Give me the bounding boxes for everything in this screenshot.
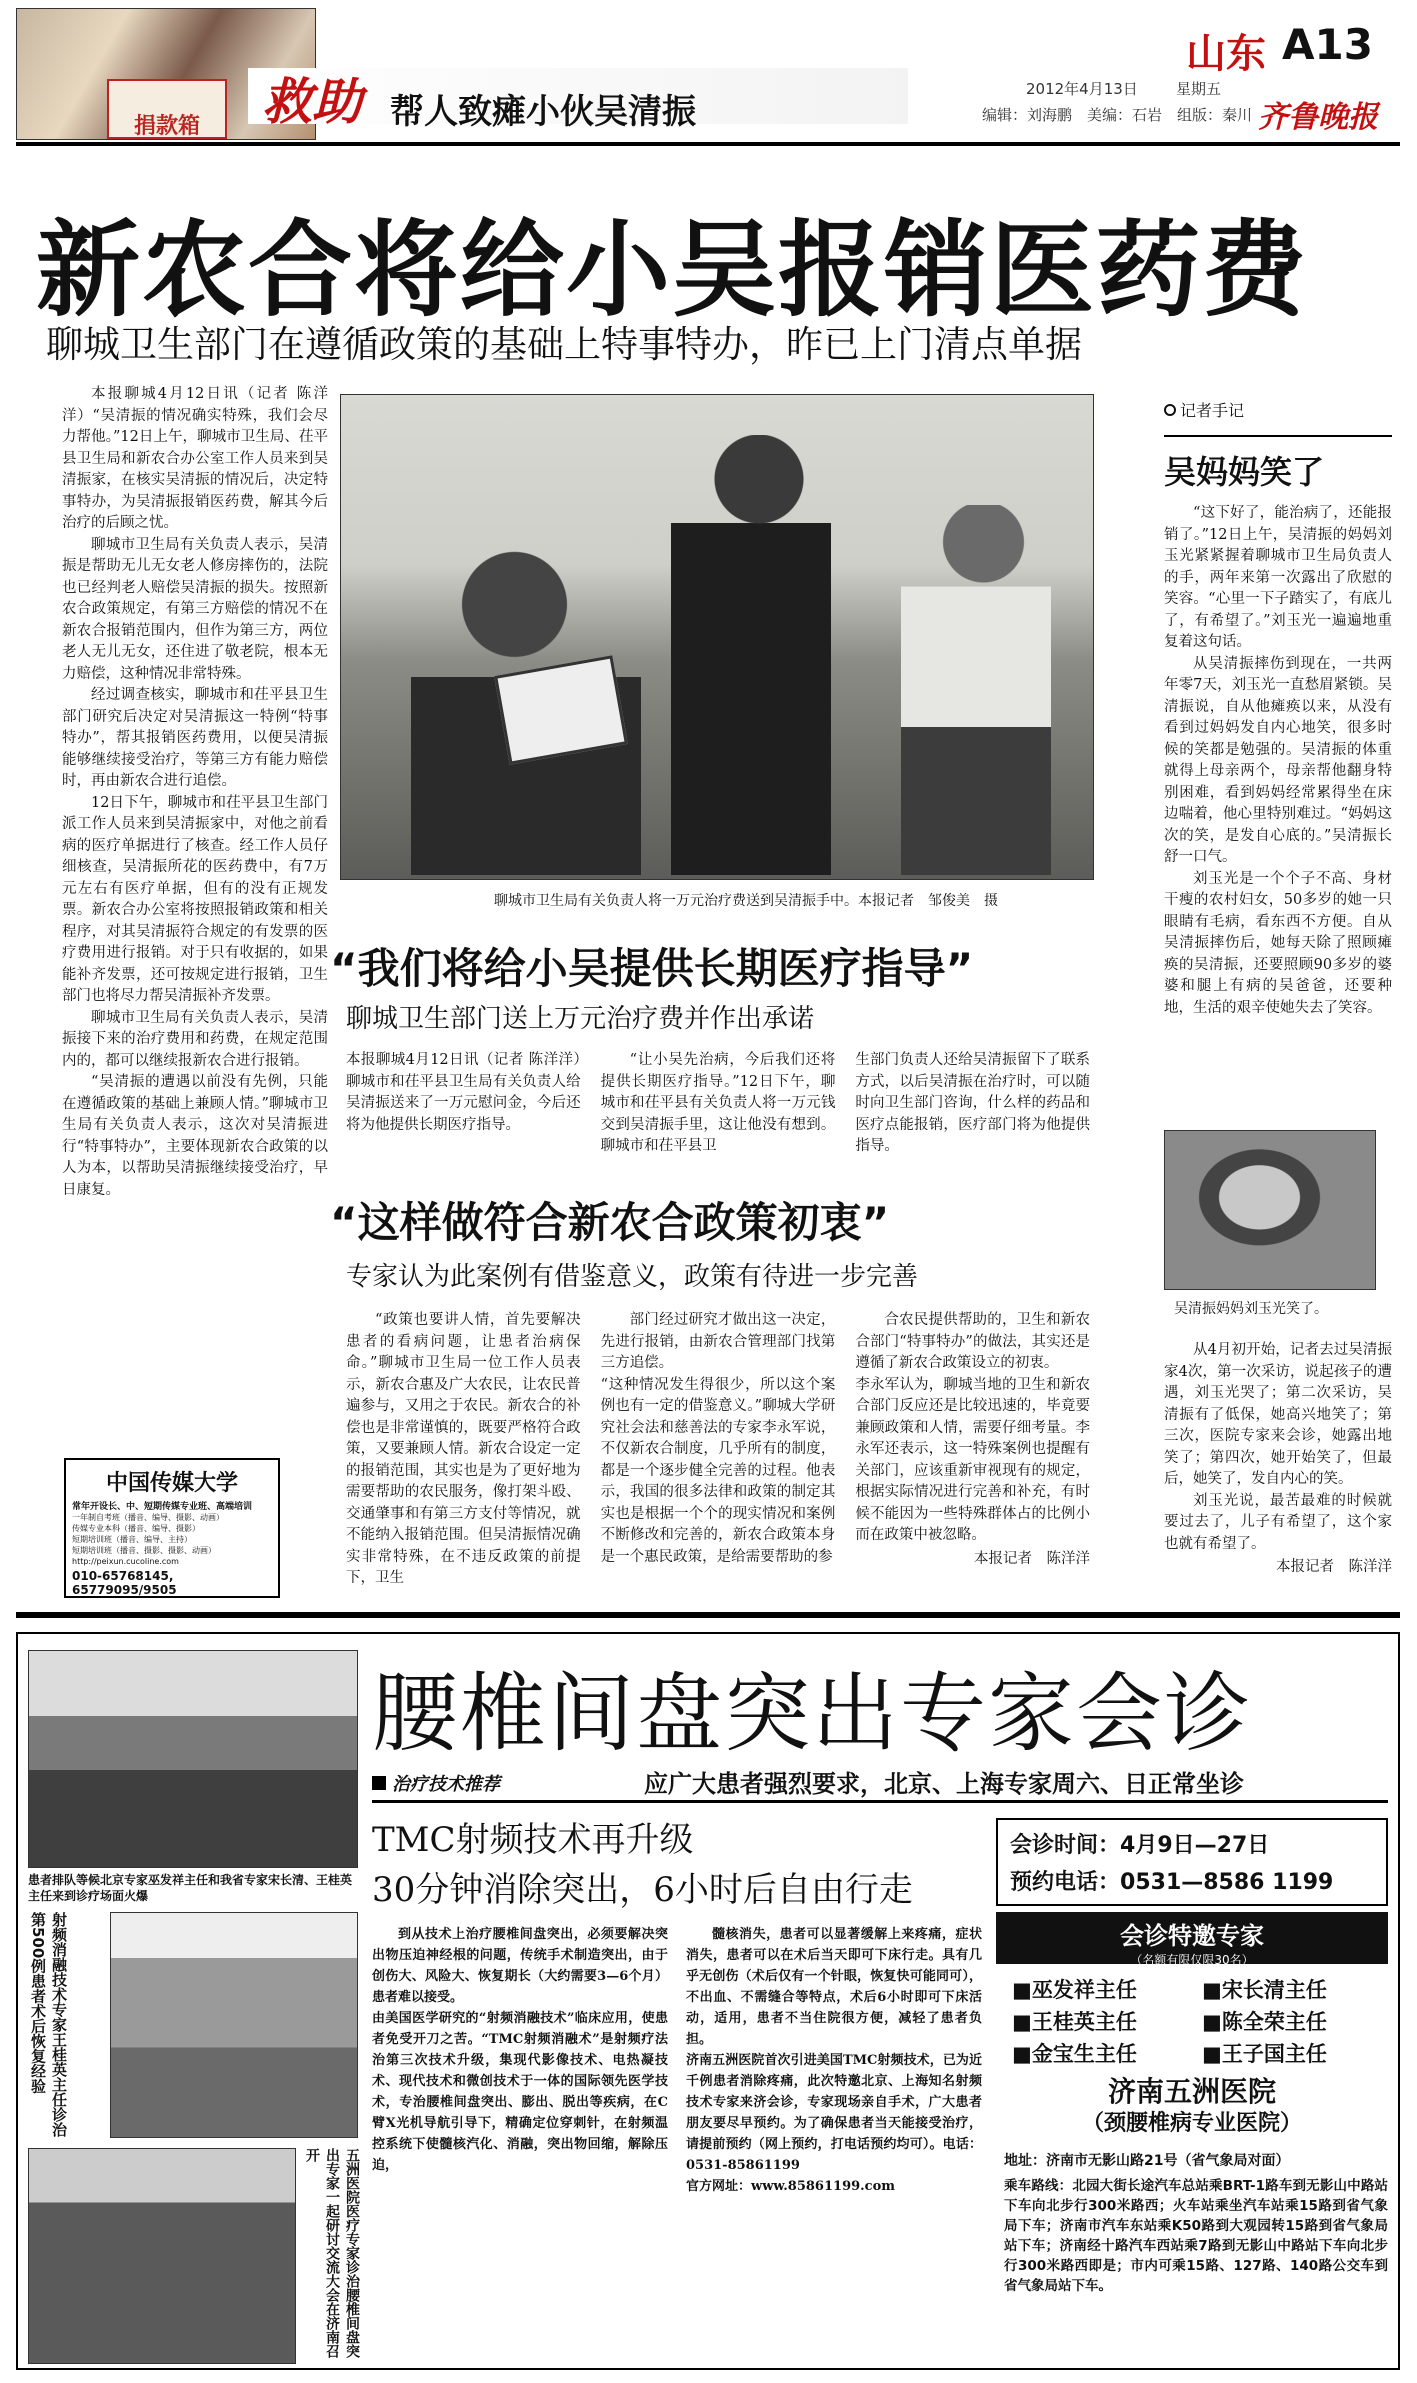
medical-ad-slogan: 应广大患者强烈要求，北京、上海专家周六、日正常坐诊 [644, 1770, 1244, 1798]
expert-name: 王子国主任 [1221, 2042, 1327, 2066]
paper-name: 齐鲁晚报 [1258, 100, 1378, 135]
lead-headline: 新农合将给小吴报销医药费 [36, 209, 1309, 331]
lead-paragraph: 12日下午，聊城市和茌平县卫生部门派工作人员来到吴清振家中，对他之前看病的医疗单据进行了核查。经工作人员仔细核查，吴清振所花的医药费中，有7万元左右有医疗单据，但有的没有正规发票。新农合办公室将按照报销政策和相关程序，对其吴清振符合规定的有发票的医疗费用进行报销。对于只有收据的，如果能补齐发票，还可按规定进行报销，卫生部门也将尽力帮吴清振补齐发票。 [62, 794, 328, 1004]
medical-ad-title: 腰椎间盘突出专家会诊 [372, 1664, 1252, 1764]
school-item: 短期培训班（播音、摄影、摄影、动画） [72, 1546, 216, 1555]
story3-columns [346, 1310, 1090, 1610]
lead-paragraph: “吴清振的遭遇以前没有先例，只能在遵循政策的基础上兼顾人情。”聊城市卫生局有关负责人表示，这次对吴清振进行“特事特办”，主要体现新农合政策的以人为本，以帮助吴清振继续接受治疗，早日康复。 [62, 1074, 328, 1198]
expert-name: 陈全荣主任 [1221, 2010, 1327, 2034]
bullet-square-icon: ■ [1202, 1978, 1222, 2002]
page-number: A13 [1282, 20, 1373, 69]
medical-ad-sub1: TMC射频技术再升级 [372, 1820, 694, 1860]
school-item: 一年制自考班（播音、编导、摄影、动画） [72, 1513, 224, 1522]
person-standing [671, 435, 831, 875]
sidebar-kicker-row [1164, 398, 1392, 421]
square-icon [372, 1776, 386, 1790]
story2-col: 生部门负责人还给吴清振留下了联系方式，以后吴清振在治疗时，可以随时向卫生部门咨询，什么样的药品和医疗点能报销，医疗部门将为他提供指导。 [855, 1052, 1090, 1154]
medical-ad-vertical-text: 射频消融技术专家王桂英主任诊治第500例患者术后恢复经验 [29, 1912, 68, 2137]
medical-ad-rule [372, 1800, 1388, 1803]
story2-columns [346, 1050, 1090, 1200]
experts-list [1012, 1974, 1382, 2068]
medical-ad-caption1: 患者排队等候北京专家巫发祥主任和我省专家宋长清、王桂英主任来到诊疗场面火爆 [28, 1873, 353, 1903]
consult-phone-label: 预约电话： [1010, 1870, 1121, 1895]
experts-header [996, 1912, 1388, 1967]
lead-body [62, 384, 328, 1201]
experts-sub: （名额有限仅限30名） [1130, 1953, 1254, 1967]
medical-ad-vertical2 [302, 2148, 358, 2364]
lead-subhead: 聊城卫生部门在遵循政策的基础上特事特办，昨已上门清点单据 [46, 323, 1082, 366]
sidebar-continued [1164, 1340, 1392, 1576]
school-line: 常年开设长、中、短期传媒专业班、高端培训 [72, 1502, 253, 1512]
expert-item [1012, 2038, 1192, 2068]
mother-photo [1164, 1130, 1376, 1290]
story3-headline: “这样做符合新农合政策初衷” [330, 1198, 890, 1247]
expert-name: 金宝生主任 [1031, 2042, 1137, 2066]
story2-col: 本报聊城4月12日讯（记者 陈洋洋） 聊城市和茌平县卫生局有关负责人给吴清振送来了一万元慰问金，今后还将为他提供长期医疗指导。 [346, 1052, 596, 1133]
hospital-route: 乘车路线：北园大街长途汽车总站乘BRT-1路车到无影山中路站下车向北步行300米路西；火车站乘坐汽车站乘15路到省气象局下车；济南市汽车东站乘K50路到大观园转15路到省气象局站下车；济南经十路汽车西站乘7路到无影山中路站下车向北步行300米路西即是；市内可乘15路、127路、140路公交车到省气象局站下车。 [1004, 2178, 1388, 2294]
bullet-square-icon: ■ [1012, 2042, 1032, 2066]
expert-item [1202, 1974, 1382, 2004]
school-phone: 010-65768145, 65779095/9505 [72, 1569, 177, 1597]
lead-photo-caption: 聊城市卫生局有关负责人将一万元治疗费送到吴清振手中。本报记者 邹俊美 摄 [494, 893, 998, 909]
story3-col: 部门经过研究才做出这一决定，先进行报销，由新农合管理部门找第三方追偿。 “这种情况发生得很少，所以这个案例也有一定的借鉴意义。”聊城大学研究社会法和慈善法的专家李永军说，不仅新农合制度，几乎所有的制度，都是一个逐步健全完善的过程。他表示，我国的很多法律和政策的制定其实也是根据一个个的现实情况和案例不断修改和完善的，新农合政策本身是一个惠民政策，是给需要帮助的参 [600, 1312, 836, 1565]
masthead [0, 0, 1417, 148]
person-mother [901, 505, 1051, 875]
medical-ad-photo1 [28, 1650, 358, 1868]
consult-time-box [996, 1818, 1388, 1906]
school-ad [64, 1458, 280, 1598]
hospital-address: 地址：济南市无影山路21号（省气象局对面） [1004, 2153, 1290, 2169]
story3-byline: 本报记者 陈洋洋 [974, 1550, 1090, 1567]
medical-ad-tag-row [372, 1770, 500, 1796]
expert-name: 巫发祥主任 [1031, 1978, 1137, 2002]
consult-time-row [1010, 1828, 1374, 1859]
school-url[interactable]: http://peixun.cucoline.com [72, 1557, 179, 1566]
mother-photo-caption: 吴清振妈妈刘玉光笑了。 [1174, 1301, 1328, 1317]
expert-item [1012, 1974, 1192, 2004]
expert-item [1202, 2038, 1382, 2068]
consult-phone-value: 0531—8586 1199 [1120, 1870, 1334, 1895]
expert-item [1202, 2006, 1382, 2036]
medical-ad-sub2: 30分钟消除突出，6小时后自由行走 [372, 1870, 913, 1910]
sidebar-paragraph: 刘玉光是一个个子不高、身材干瘦的农村妇女，50多岁的她一只眼睛有毛病，看东西不方便。自从吴清振摔伤后，她每天除了照顾瘫痪的吴清振，还要照顾90多岁的婆婆和腿上有病的吴爸爸，还要种地，生活的艰辛使她失去了笑容。 [1164, 870, 1392, 1016]
banner-kicker: 救助 [262, 72, 362, 131]
school-name: 中国传媒大学 [105, 1470, 238, 1496]
medical-ad-col: 到从技术上治疗腰椎间盘突出，必须要解决突出物压迫神经根的问题，传统手术制造突出，由于创伤大、风险大、恢复期长（大约需要3—6个月）患者难以接受。 由美国医学研究的“射频消融技术”临床应用，使患者免受开刀之苦。“TMC射频消融术”是射频疗法治第三次技术升级，集现代影像技术、电热凝技术、现代技术和微创技术于一体的国际领先医学技术，专治腰椎间盘突出、膨出、脱出等疾病，在C臂X光机导航引导下，精确定位穿刺针，在射频温控系统下使髓核汽化、消融，突出物回缩，解除压迫， [372, 1927, 668, 2173]
medical-ad-vertical-text: 五洲医院医疗专家诊治腰椎间盘突出专家一起研讨交流大会在济南召开 [304, 2148, 360, 2358]
lead-paragraph: 本报聊城4月12日讯（记者 陈洋洋）“吴清振的情况确实特殊，我们会尽力帮他。”12日上午，聊城市卫生局、茌平县卫生局和新农合办公室工作人员来到吴清振家，在核实吴清振的情况后，决定特事特办，为吴清振报销医药费，解其今后治疗的后顾之忧。 [62, 386, 328, 531]
sidebar [1164, 398, 1392, 1019]
consult-time-value: 4月9日—27日 [1120, 1833, 1270, 1858]
editors-line: 编辑：刘海鹏 美编：石岩 组版：秦川 [982, 106, 1253, 124]
school-item: 短期培训班（播音、编导、主持） [72, 1535, 192, 1544]
lead-photo [340, 394, 1094, 880]
donation-box-label: 捐款箱 [133, 113, 200, 139]
sidebar-byline: 本报记者 陈洋洋 [1276, 1559, 1392, 1575]
section-divider [16, 1612, 1400, 1618]
lead-paragraph: 经过调查核实，聊城市和茌平县卫生部门研究后决定对吴清振这一特例“特事特办”，帮其报销医药费用，以便吴清振能够继续接受治疗，等第三方有能力赔偿时，再由新农合进行追偿。 [62, 687, 328, 789]
medical-ad-columns [372, 1924, 982, 2364]
consult-time-label: 会诊时间： [1010, 1833, 1121, 1858]
hospital-sub: （颈腰椎病专业医院） [1081, 2111, 1302, 2136]
issue-weekday: 星期五 [1176, 80, 1222, 98]
school-item: 传媒专业本科（播音、编导、摄影） [72, 1524, 200, 1533]
circle-icon [1164, 404, 1176, 416]
story3-col: “政策也要讲人情，首先要解决患者的看病问题，让患者治病保命。”聊城市卫生局一位工作人员表示，新农合惠及广大农民，让农民普遍参与，又用之于农民。新农合的补偿也是非常谨慎的，既要严格符合政策，又要兼顾人情。新农合设定一定的报销范围，其实也是为了更好地为需要帮助的农民服务，像打架斗殴、交通肇事和有第三方支付等情况，就不能纳入报销范围。但吴清振情况确实非常特殊，在不违反政策的前提下，卫生 [346, 1312, 581, 1586]
lead-paragraph: 聊城市卫生局有关负责人表示，吴清振是帮助无儿无女老人修房摔伤的，法院也已经判老人赔偿吴清振的损失。按照新农合政策规定，有第三方赔偿的情况不在新农合报销范围内，但作为第三方，两位老人无儿无女，还住进了敬老院，根本无力赔偿，这种情况非常特殊。 [62, 536, 328, 682]
donation-box [107, 79, 227, 139]
expert-name: 宋长清主任 [1221, 1978, 1327, 2002]
sidebar-paragraph: “这下好了，能治病了，还能报销了。”12日上午，吴清振的妈妈刘玉光紧紧握着聊城市卫生局负责人的手，两年来第一次露出了欣慰的笑容。“心里一下子踏实了，有底儿了，有希望了。”刘玉光一遍遍地重复着这句话。 [1164, 505, 1392, 650]
hospital-name: 济南五洲医院 [1107, 2075, 1276, 2108]
consult-phone-row [1010, 1865, 1374, 1896]
region-label: 山东 [1186, 31, 1266, 77]
sidebar-kicker: 记者手记 [1180, 401, 1245, 420]
sidebar-paragraph: 从4月初开始，记者去过吴清振家4次，第一次采访，说起孩子的遭遇，刘玉光哭了；第二次采访，吴清振有了低保，她高兴地笑了；第三次，医院专家来会诊，她露出地笑了；第四次，她开始笑了，但最后，她笑了，发自内心的笑。 [1164, 1342, 1392, 1487]
medical-ad-photo3 [28, 2148, 296, 2364]
medical-ad-col: 髓核消失，患者可以显著缓解上来疼痛，症状消失，患者可以在术后当天即可下床行走。具有几乎无创伤（术后仅有一个针眼，恢复快可能同可），不出血、不需缝合等特点，术后6小时即可下床活动，适用，患者不当住院很方便，减轻了患者负担。 济南五洲医院首次引进美国TMC射频技术，已为近千例患者消除疼痛，此次特邀北京、上海知名射频技术专家来济会诊，专家现场亲自手术，广大患者朋友要尽早预约。为了确保患者当天能接受治疗，请提前预约（网上预约，打电话预约均可）。电话：0531-85861199 官方网址：www.85861199.com [686, 1927, 982, 2194]
story2-subhead: 聊城卫生部门送上万元治疗费并作出承诺 [346, 1004, 815, 1034]
bullet-square-icon: ■ [1012, 2010, 1032, 2034]
bullet-square-icon: ■ [1202, 2042, 1222, 2066]
story2-headline: “我们将给小吴提供长期医疗指导” [330, 944, 974, 993]
medical-ad-tag: 治疗技术推荐 [392, 1774, 500, 1795]
medical-ad-photo2 [110, 1912, 358, 2138]
expert-name: 王桂英主任 [1031, 2010, 1137, 2034]
experts-title: 会诊特邀专家 [1120, 1922, 1264, 1950]
medical-ad-vertical1 [28, 1912, 104, 2138]
sidebar-paragraph: 从吴清振摔伤到现在，一共两年零7天，刘玉光一直愁眉紧锁。吴清振说，自从他瘫痪以来，从没有看到过妈妈发自内心地笑，很多时候的笑都是勉强的。吴清振的体重就得上母亲两个，母亲帮他翻身特别困难，看到妈妈经常累得坐在床边喘着，他心里特别难过。“妈妈这次的笑，是发自心底的。”吴清振长舒一口气。 [1164, 655, 1392, 865]
story2-col: “让小吴先治病，今后我们还将提供长期医疗指导。”12日下午，聊城市和茌平县有关负责人将一万元钱交到吴清振手里，这让他没有想到。聊城市和茌平县卫 [600, 1052, 836, 1154]
story3-col: 合农民提供帮助的，卫生和新农合部门“特事特办”的做法，其实还是遵循了新农合政策设立的初衷。 李永军认为，聊城当地的卫生和新农合部门反应还是比较迅速的，毕竟要兼顾政策和人情，需要仔细考量。李永军还表示，这一特殊案例也提醒有关部门，应该重新审视现有的规定，根据实际情况进行完善和补充，有时候不能因为一些特殊群体占的比例小而在政策中被忽略。 [855, 1312, 1090, 1543]
lead-paragraph: 聊城市卫生局有关负责人表示，吴清振接下来的治疗费用和药费，在规定范围内的，都可以继续报新农合进行报销。 [62, 1009, 328, 1069]
banner-title: 帮人致瘫小伙吴清振 [390, 92, 696, 132]
story3-col3-wrap [855, 1310, 1090, 1610]
story3-subhead: 专家认为此案例有借鉴意义，政策有待进一步完善 [346, 1262, 919, 1292]
issue-date: 2012年4月13日 [1026, 80, 1138, 98]
sidebar-title: 吴妈妈笑了 [1164, 435, 1392, 493]
bullet-square-icon: ■ [1202, 2010, 1222, 2034]
bullet-square-icon: ■ [1012, 1978, 1032, 2002]
expert-item [1012, 2006, 1192, 2036]
sidebar-paragraph: 刘玉光说，最苦最难的时候就要过去了，儿子有希望了，这个家也就有希望了。 [1164, 1492, 1392, 1552]
masthead-rule [16, 142, 1400, 146]
